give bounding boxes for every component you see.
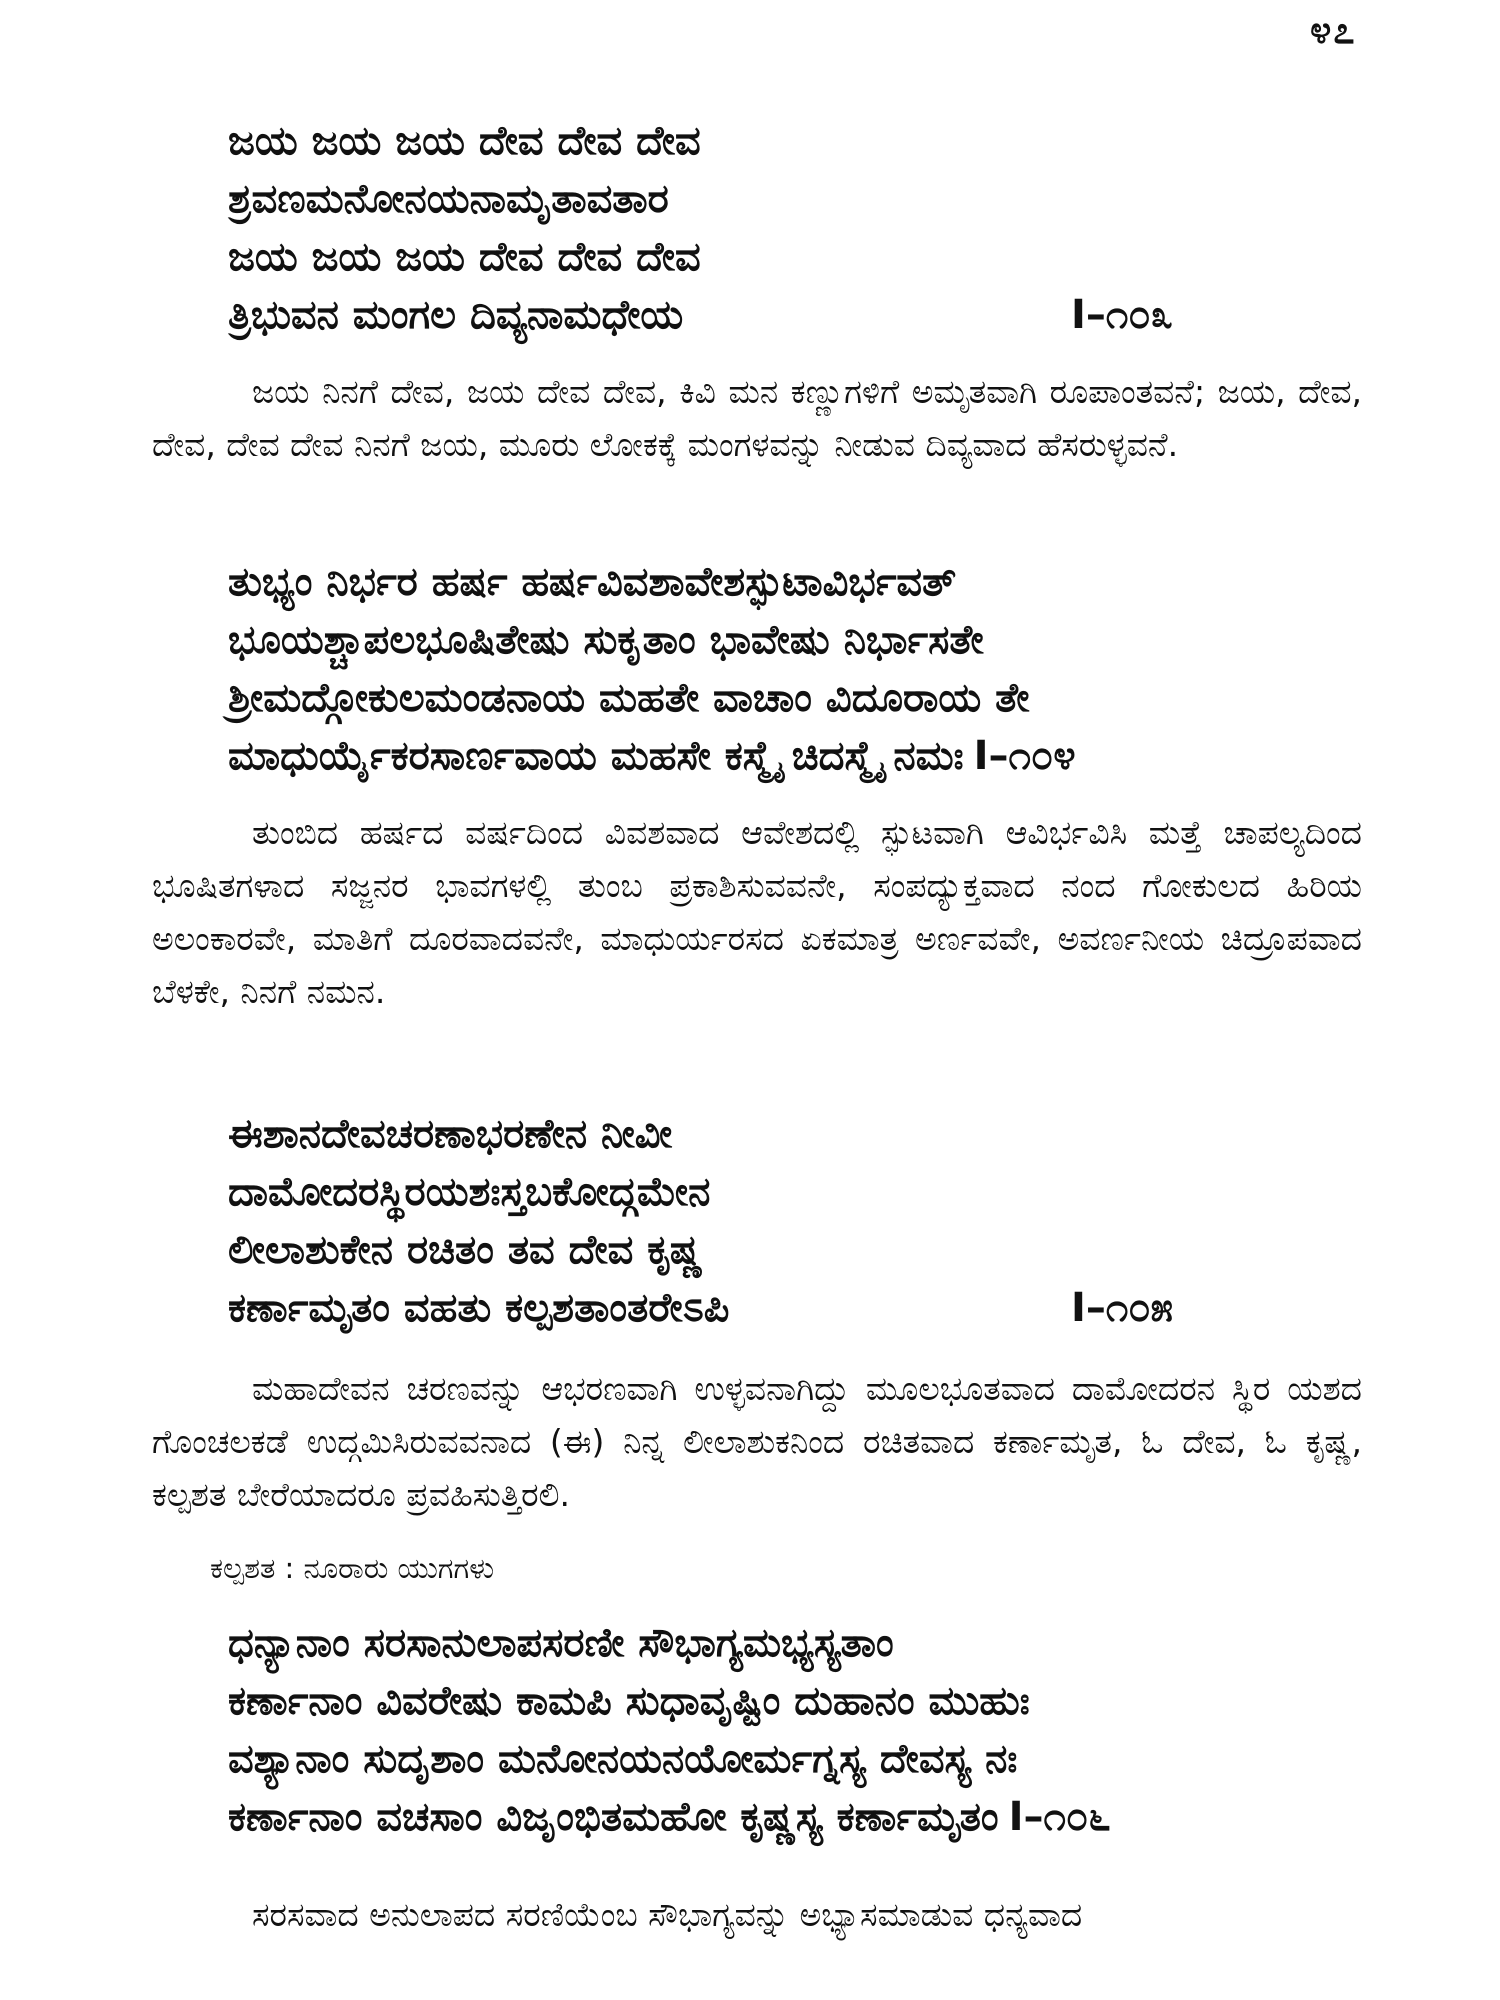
verse-line-text: ತ್ರಿಭುವನ ಮಂಗಲ ದಿವ್ಯನಾಮಧೇಯ [228,292,684,338]
verse-line [228,1788,1228,1846]
gloss-note: ಕಲ್ಪಶತ : ನೂರಾರು ಯುಗಗಳು [210,1551,495,1585]
page-number: ೪೭ [1310,8,1357,52]
meaning-text: ತುಂಬಿದ ಹರ್ಷದ ವರ್ಷದಿಂದ ವಿವಶವಾದ ಆವೇಶದಲ್ಲಿ ಸ್ಫುಟವಾಗಿ ಆವಿರ್ಭವಿಸಿ ಮತ್ತೆ ಚಾಪಲ್ಯದಿಂದ ಭೂಷಿತಗಳಾದ ಸಜ್ಜನರ ಭಾವಗಳಲ್ಲಿ ತುಂಬ ಪ್ರಕಾಶಿಸುವವನೇ, ಸಂಪದ್ಯುಕ್ತವಾದ ನಂದ ಗೋಕುಲದ ಹಿರಿಯ ಅಲಂಕಾರವೇ, ಮಾತಿಗೆ ದೂರವಾದವನೇ, ಮಾಧುರ್ಯರಸದ ಏಕಮಾತ್ರ ಅರ್ಣವವೇ, ಅವರ್ಣನೀಯ ಚಿದ್ರೂಪವಾದ ಬೆಳಕೇ, ನಿನಗೆ ನಮನ. [152,813,1362,1011]
meaning-text: ಜಯ ನಿನಗೆ ದೇವ, ಜಯ ದೇವ ದೇವ, ಕಿವಿ ಮನ ಕಣ್ಣುಗಳಿಗೆ ಅಮೃತವಾಗಿ ರೂಪಾಂತವನೆ; ಜಯ, ದೇವ, ದೇವ, ದೇವ ದೇವ ನಿನಗೆ ಜಯ, ಮೂರು ಲೋಕಕ್ಕೆ ಮಂಗಳವನ್ನು ನೀಡುವ ದಿವ್ಯವಾದ ಹೆಸರುಳ್ಳವನೆ. [152,372,1362,464]
verse-line-text: ಕರ್ಣಾನಾಂ ವಚಸಾಂ ವಿಜೃಂಭಿತಮಹೋ ಕೃಷ್ಣಸ್ಯ ಕರ್ಣಾಮೃತಂ [228,1794,999,1840]
verse-line-text: ಮಾಧುರ್ಯೈಕರಸಾರ್ಣವಾಯ ಮಹಸೇ ಕಸ್ಮೈ ಚಿದಸ್ಮೈ ನಮಃ [228,733,964,779]
verse-line: ತುಭ್ಯಂ ನಿರ್ಭರ ಹರ್ಷ ಹರ್ಷವಿವಶಾವೇಶಸ್ಫುಟಾವಿರ್ಭವತ್ [228,559,957,605]
verse-block-104 [228,553,1228,785]
verse-line: ವಶ್ಯಾನಾಂ ಸುದೃಶಾಂ ಮನೋನಯನಯೋರ್ಮಗ್ನಸ್ಯ ದೇವಸ್ಯ ನಃ [228,1736,1018,1782]
verse-line-text: ಕರ್ಣಾಮೃತಂ ವಹತು ಕಲ್ಪಶತಾಂತರೇಽಪಿ [228,1285,730,1331]
verse-line [228,1279,1228,1337]
verse-line: ಶ್ರವಣಮನೋನಯನಾಮೃತಾವತಾರ [228,176,669,222]
verse-meaning-103 [152,365,1362,471]
verse-line [228,286,1228,344]
verse-line: ಈಶಾನದೇವಚರಣಾಭರಣೇನ ನೀವೀ [228,1111,673,1157]
verse-line: ಜಯ ಜಯ ಜಯ ದೇವ ದೇವ ದೇವ [228,118,701,164]
verse-block-106 [228,1614,1228,1846]
verse-meaning-105 [152,1362,1362,1521]
verse-meaning-106 [152,1888,1362,1941]
verse-line [228,727,1228,785]
verse-line: ಭೂಯಶ್ಚಾಪಲಭೂಷಿತೇಷು ಸುಕೃತಾಂ ಭಾವೇಷು ನಿರ್ಭಾಸತೇ [228,617,984,663]
meaning-text: ಸರಸವಾದ ಅನುಲಾಪದ ಸರಣಿಯೆಂಬ ಸೌಭಾಗ್ಯವನ್ನು ಅಭ್ಯಾಸಮಾಡುವ ಧನ್ಯವಾದ [252,1895,1083,1934]
verse-meaning-104 [152,806,1362,1018]
verse-number: I–೧೦೫ [1071,1285,1174,1331]
verse-line: ಕರ್ಣಾನಾಂ ವಿವರೇಷು ಕಾಮಪಿ ಸುಧಾವೃಷ್ಟಿಂ ದುಹಾನಂ ಮುಹುಃ [228,1678,1030,1724]
verse-line: ದಾಮೋದರಸ್ಥಿರಯಶಃಸ್ತಬಕೋದ್ಗಮೇನ [228,1169,711,1215]
verse-line: ಶ್ರೀಮದ್ಗೋಕುಲಮಂಡನಾಯ ಮಹತೇ ವಾಚಾಂ ವಿದೂರಾಯ ತೇ [228,675,1030,721]
verse-line: ಜಯ ಜಯ ಜಯ ದೇವ ದೇವ ದೇವ [228,234,701,280]
verse-number: I–೧೦೩ [1071,292,1174,338]
verse-line: ಲೀಲಾಶುಕೇನ ರಚಿತಂ ತವ ದೇವ ಕೃಷ್ಣ [228,1227,703,1273]
verse-line: ಧನ್ಯಾನಾಂ ಸರಸಾನುಲಾಪಸರಣೀ ಸೌಭಾಗ್ಯಮಭ್ಯಸ್ಯತಾಂ [228,1620,894,1666]
verse-block-105 [228,1105,1228,1337]
verse-number: I–೧೦೪ [973,733,1076,779]
verse-block-103 [228,112,1228,344]
verse-number: I–೧೦೬ [1008,1794,1111,1840]
meaning-text: ಮಹಾದೇವನ ಚರಣವನ್ನು ಆಭರಣವಾಗಿ ಉಳ್ಳವನಾಗಿದ್ದು ಮೂಲಭೂತವಾದ ದಾಮೋದರನ ಸ್ಥಿರ ಯಶದ ಗೊಂಚಲಕಡೆ ಉದ್ಗಮಿಸಿರುವವನಾದ (ಈ) ನಿನ್ನ ಲೀಲಾಶುಕನಿಂದ ರಚಿತವಾದ ಕರ್ಣಾಮೃತ, ಓ ದೇವ, ಓ ಕೃಷ್ಣ, ಕಲ್ಪಶತ ಬೇರೆಯಾದರೂ ಪ್ರವಹಿಸುತ್ತಿರಲಿ. [152,1369,1362,1514]
